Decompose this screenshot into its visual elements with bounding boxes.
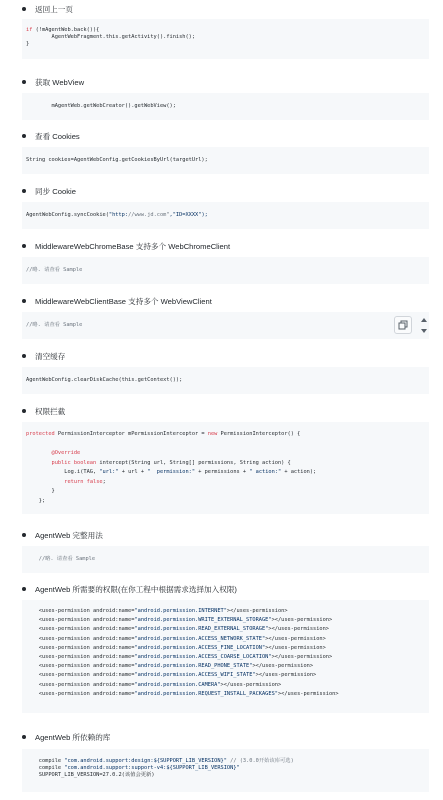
code-block-middleware-chrome	[22, 257, 429, 284]
code-line: String cookies=AgentWebConfig.getCookiesByUrl(targetUrl);	[26, 157, 208, 163]
bullet-icon	[22, 7, 26, 11]
code-line: <uses-permission android:name="android.permission.READ_EXTERNAL_STORAGE"></uses-permission>	[26, 626, 329, 633]
bullet-icon	[22, 134, 26, 138]
copy-button[interactable]	[394, 316, 412, 334]
code-block-cookies	[22, 147, 429, 174]
bullet-icon	[22, 735, 26, 739]
code-line: <uses-permission android:name="android.permission.READ_PHONE_STATE"></uses-permission>	[26, 663, 314, 670]
heading-back: 返回上一页	[22, 4, 73, 15]
code-block-sync-cookie	[22, 202, 429, 229]
code-line: AgentWebFragment.this.getActivity().finish();	[26, 34, 196, 40]
copy-icon	[398, 320, 408, 330]
bullet-icon	[22, 299, 26, 303]
heading-middleware-client: MiddlewareWebClientBase 支持多个 WebViewClient	[22, 296, 212, 307]
code-line: Log.i(TAG, "url:" + url + " permission:" + permissions + " action:" + action);	[26, 469, 317, 475]
code-line: @Override	[51, 450, 81, 456]
code-block-permission-interceptor	[22, 422, 429, 514]
code-block-dependencies	[22, 749, 429, 792]
code-line: <uses-permission android:name="android.permission.CAMERA"></uses-permission>	[26, 681, 282, 688]
code-block-full-usage	[22, 546, 429, 573]
code-line: //略. 请查看 Sample	[26, 267, 83, 273]
bullet-icon	[22, 354, 26, 358]
bullet-icon	[22, 587, 26, 591]
bullet-icon	[22, 244, 26, 248]
heading-get-webview: 获取 WebView	[22, 77, 84, 88]
code-line: return false;	[64, 478, 106, 485]
arrow-down-icon[interactable]	[420, 328, 428, 334]
arrow-up-icon[interactable]	[420, 317, 428, 323]
code-block-back	[22, 19, 429, 59]
code-line: }	[26, 488, 55, 494]
code-line: <uses-permission android:name="android.permission.ACCESS_FINE_LOCATION"></uses-permission>	[26, 644, 326, 651]
code-line: <uses-permission android:name="android.permission.ACCESS_COARSE_LOCATION"></uses-permission>	[26, 654, 333, 660]
code-block-middleware-client	[22, 312, 429, 339]
heading-clear-cache: 清空缓存	[22, 351, 65, 362]
bullet-icon	[22, 80, 26, 84]
code-line: AgentWebConfig.clearDiskCache(this.getContext());	[26, 377, 183, 383]
heading-permissions: AgentWeb 所需要的权限(在你工程中根据需求选择加入权限)	[22, 584, 237, 595]
bullet-icon	[22, 189, 26, 193]
code-line: protected PermissionInterceptor mPermissionInterceptor = new PermissionInterceptor() {	[26, 431, 301, 437]
bullet-icon	[22, 533, 26, 537]
code-line: public boolean intercept(String url, String[] permissions, String action) {	[51, 459, 291, 466]
heading-permission-interceptor: 权限拦截	[22, 406, 65, 417]
code-block-permissions	[22, 600, 429, 713]
heading-cookies: 查看 Cookies	[22, 131, 80, 142]
heading-dependencies: AgentWeb 所依赖的库	[22, 732, 110, 743]
code-line: <uses-permission android:name="android.permission.WRITE_EXTERNAL_STORAGE"></uses-permission>	[26, 617, 333, 624]
code-line: <uses-permission android:name="android.permission.REQUEST_INSTALL_PACKAGES"></uses-permission>	[26, 690, 339, 697]
code-line: mAgentWeb.getWebCreator().getWebView();	[26, 103, 176, 109]
code-block-get-webview	[22, 93, 429, 120]
bullet-icon	[22, 409, 26, 413]
code-line: //略. 请查看 Sample	[26, 556, 96, 562]
code-line: if (!mAgentWeb.back()){	[26, 27, 100, 33]
code-line: <uses-permission android:name="android.permission.ACCESS_WIFI_STATE"></uses-permission>	[26, 672, 317, 679]
code-line: //略. 请查看 Sample	[26, 322, 83, 328]
code-line: compile "com.android.support:design:${SUPPORT_LIB_VERSION}" // (3.0.0开始该库可选)	[26, 758, 294, 764]
code-line: SUPPORT_LIB_VERSION=27.0.2(该值会更新)	[26, 772, 155, 778]
code-block-clear-cache	[22, 367, 429, 394]
code-line: <uses-permission android:name="android.permission.INTERNET"></uses-permission>	[26, 608, 288, 614]
heading-sync-cookie: 同步 Cookie	[22, 186, 76, 197]
code-line: }	[26, 41, 30, 47]
code-line: compile "com.android.support:support-v4:${SUPPORT_LIB_VERSION}"	[26, 765, 240, 771]
heading-full-usage: AgentWeb 完整用法	[22, 530, 103, 541]
code-line: <uses-permission android:name="android.permission.ACCESS_NETWORK_STATE"></uses-permission>	[26, 635, 326, 642]
heading-middleware-chrome: MiddlewareWebChromeBase 支持多个 WebChromeClient	[22, 241, 230, 252]
code-line: AgentWebConfig.syncCookie("http://www.jd.com","ID=XXXX");	[26, 212, 208, 218]
code-line: };	[26, 497, 46, 504]
